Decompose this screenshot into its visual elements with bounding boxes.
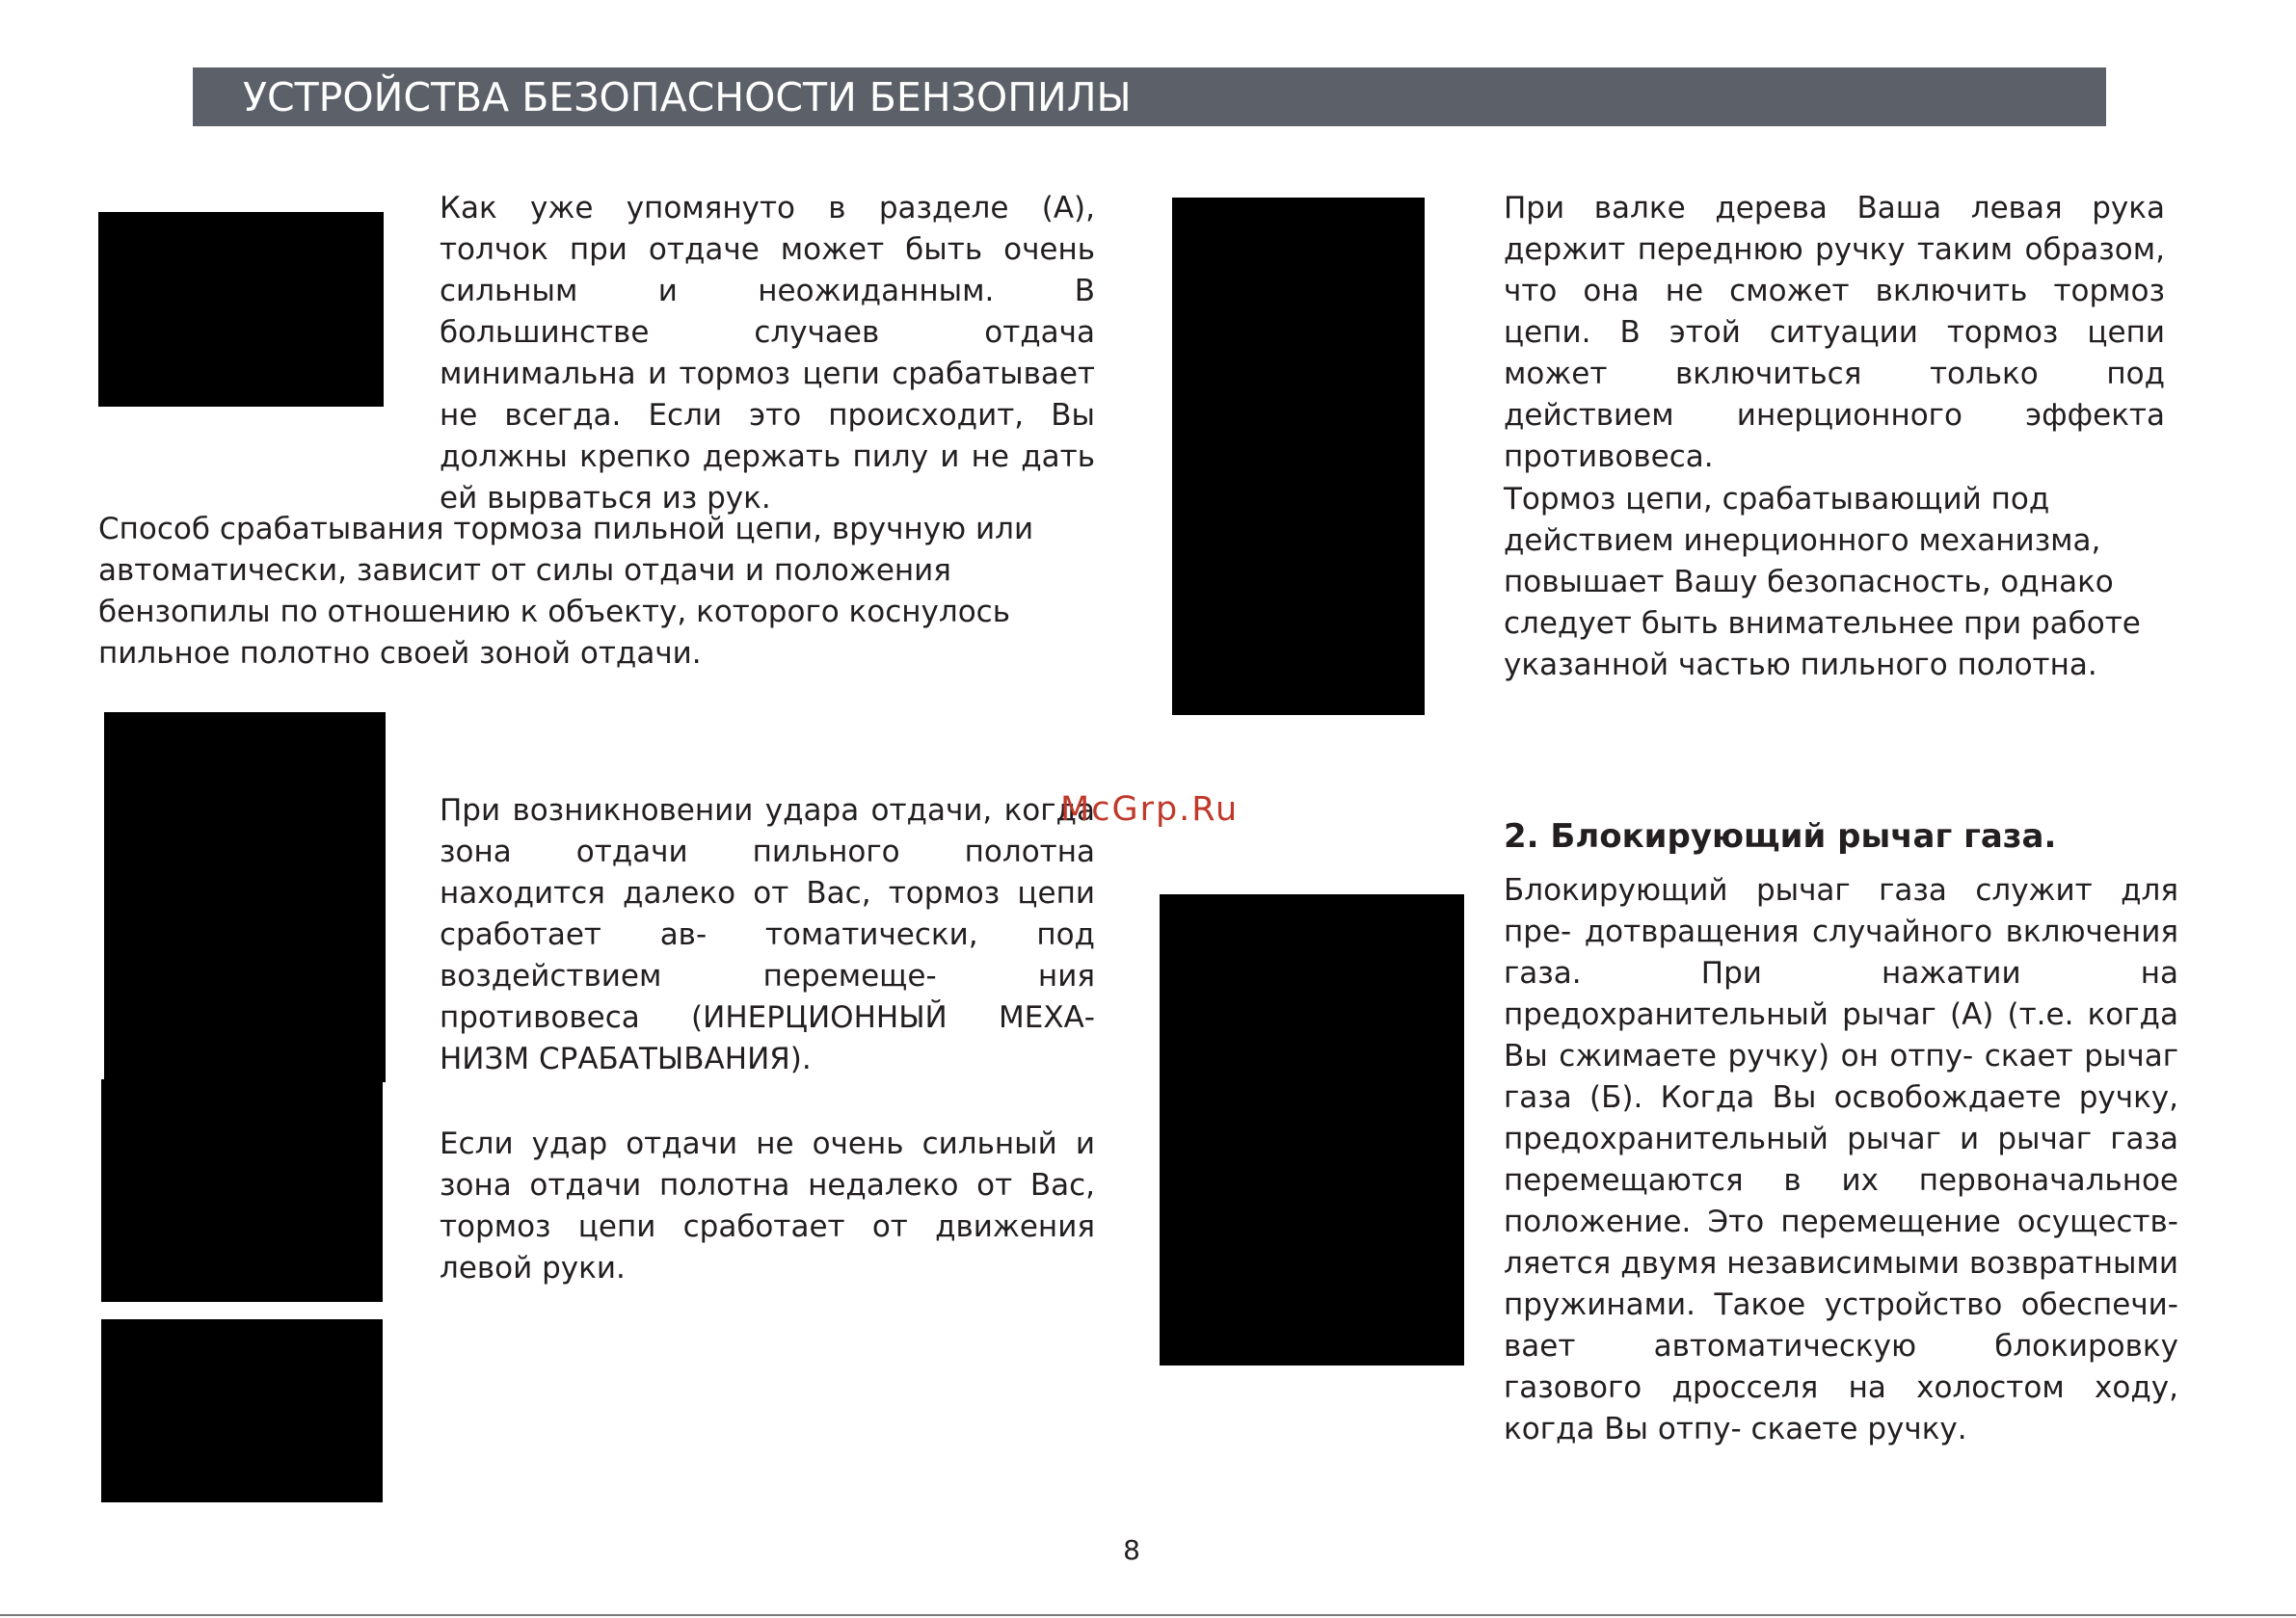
watermark: McGrp.Ru xyxy=(1060,790,1240,829)
page-number: 8 xyxy=(1123,1534,1140,1566)
throttle-lockout-paragraph: Блокирующий рычаг газа служит для пре- дотвращения случайного включения газа. При нажатии на предохранительный рычаг (А) (т.е. когда Вы сжимаете ручку) он отпу- скает рычаг газа (Б). Когда Вы освобождаете ручку, предохранительный рычаг и рычаг газа перемещаются в их первоначальное положение. Это перемещение осуществ- ляется двумя независимыми возвратными пружинами. Такое устройство обеспечи- вает автоматическую блокировку газового дросселя на холостом ходу, когда Вы отпу- скаете ручку. xyxy=(1504,873,2178,1446)
section-header-bar xyxy=(193,67,2106,126)
illustration-chainsaw-hold xyxy=(101,1319,383,1502)
inertia-mechanism-paragraph: При возникновении удара отдачи, когда зона отдачи пильного полотна находится далеко от Вас, тормоз цепи сработает ав- томатически, под воздействием перемеще- ния противовеса (ИНЕРЦИОННЫЙ МЕХА- НИЗМ СРАБАТЫВАНИЯ). xyxy=(440,793,1095,1076)
brake-activation-paragraph: Способ срабатывания тормоза пильной цепи, вручную или автоматически, зависит от силы отдачи и положения бензопилы по отношению к объекту, которого коснулось пильное полотно своей зоной отдачи. xyxy=(98,512,1034,671)
kickback-paragraph: Как уже упомянуто в разделе (А), толчок при отдаче может быть очень сильным и неожиданным. В большинстве случаев отдача минимальна и тормоз цепи срабатывает не всегда. Если это происходит, Вы должны крепко держать пилу и не дать ей вырваться из рук. xyxy=(440,191,1095,516)
illustration-throttle-lockout xyxy=(1160,894,1464,1366)
throttle-lockout-heading: 2. Блокирующий рычаг газа. xyxy=(1504,817,2057,856)
felling-paragraph: При валке дерева Ваша левая рука держит переднюю ручку таким образом, что она не сможет включить тормоз цепи. В этой ситуации тормоз цепи может включиться только под действием инерционного эффекта противовеса. xyxy=(1504,191,2165,474)
inertia-safety-paragraph: Тормоз цепи, срабатывающий под действием инерционного механизма, повышает Вашу безопасность, однако следует быть внимательнее при работе указанной частью пильного полотна. xyxy=(1504,482,2141,682)
illustration-felling xyxy=(1172,198,1425,715)
bottom-divider xyxy=(0,1614,2296,1616)
illustration-hand-brake xyxy=(101,1079,383,1302)
illustration-inertia-brake xyxy=(104,712,386,1082)
left-hand-brake-paragraph: Если удар отдачи не очень сильный и зона отдачи полотна недалеко от Вас, тормоз цепи сработает от движения левой руки. xyxy=(440,1127,1095,1286)
section-title: УСТРОЙСТВА БЕЗОПАСНОСТИ БЕНЗОПИЛЫ xyxy=(243,74,1132,120)
illustration-kickback xyxy=(98,212,384,407)
